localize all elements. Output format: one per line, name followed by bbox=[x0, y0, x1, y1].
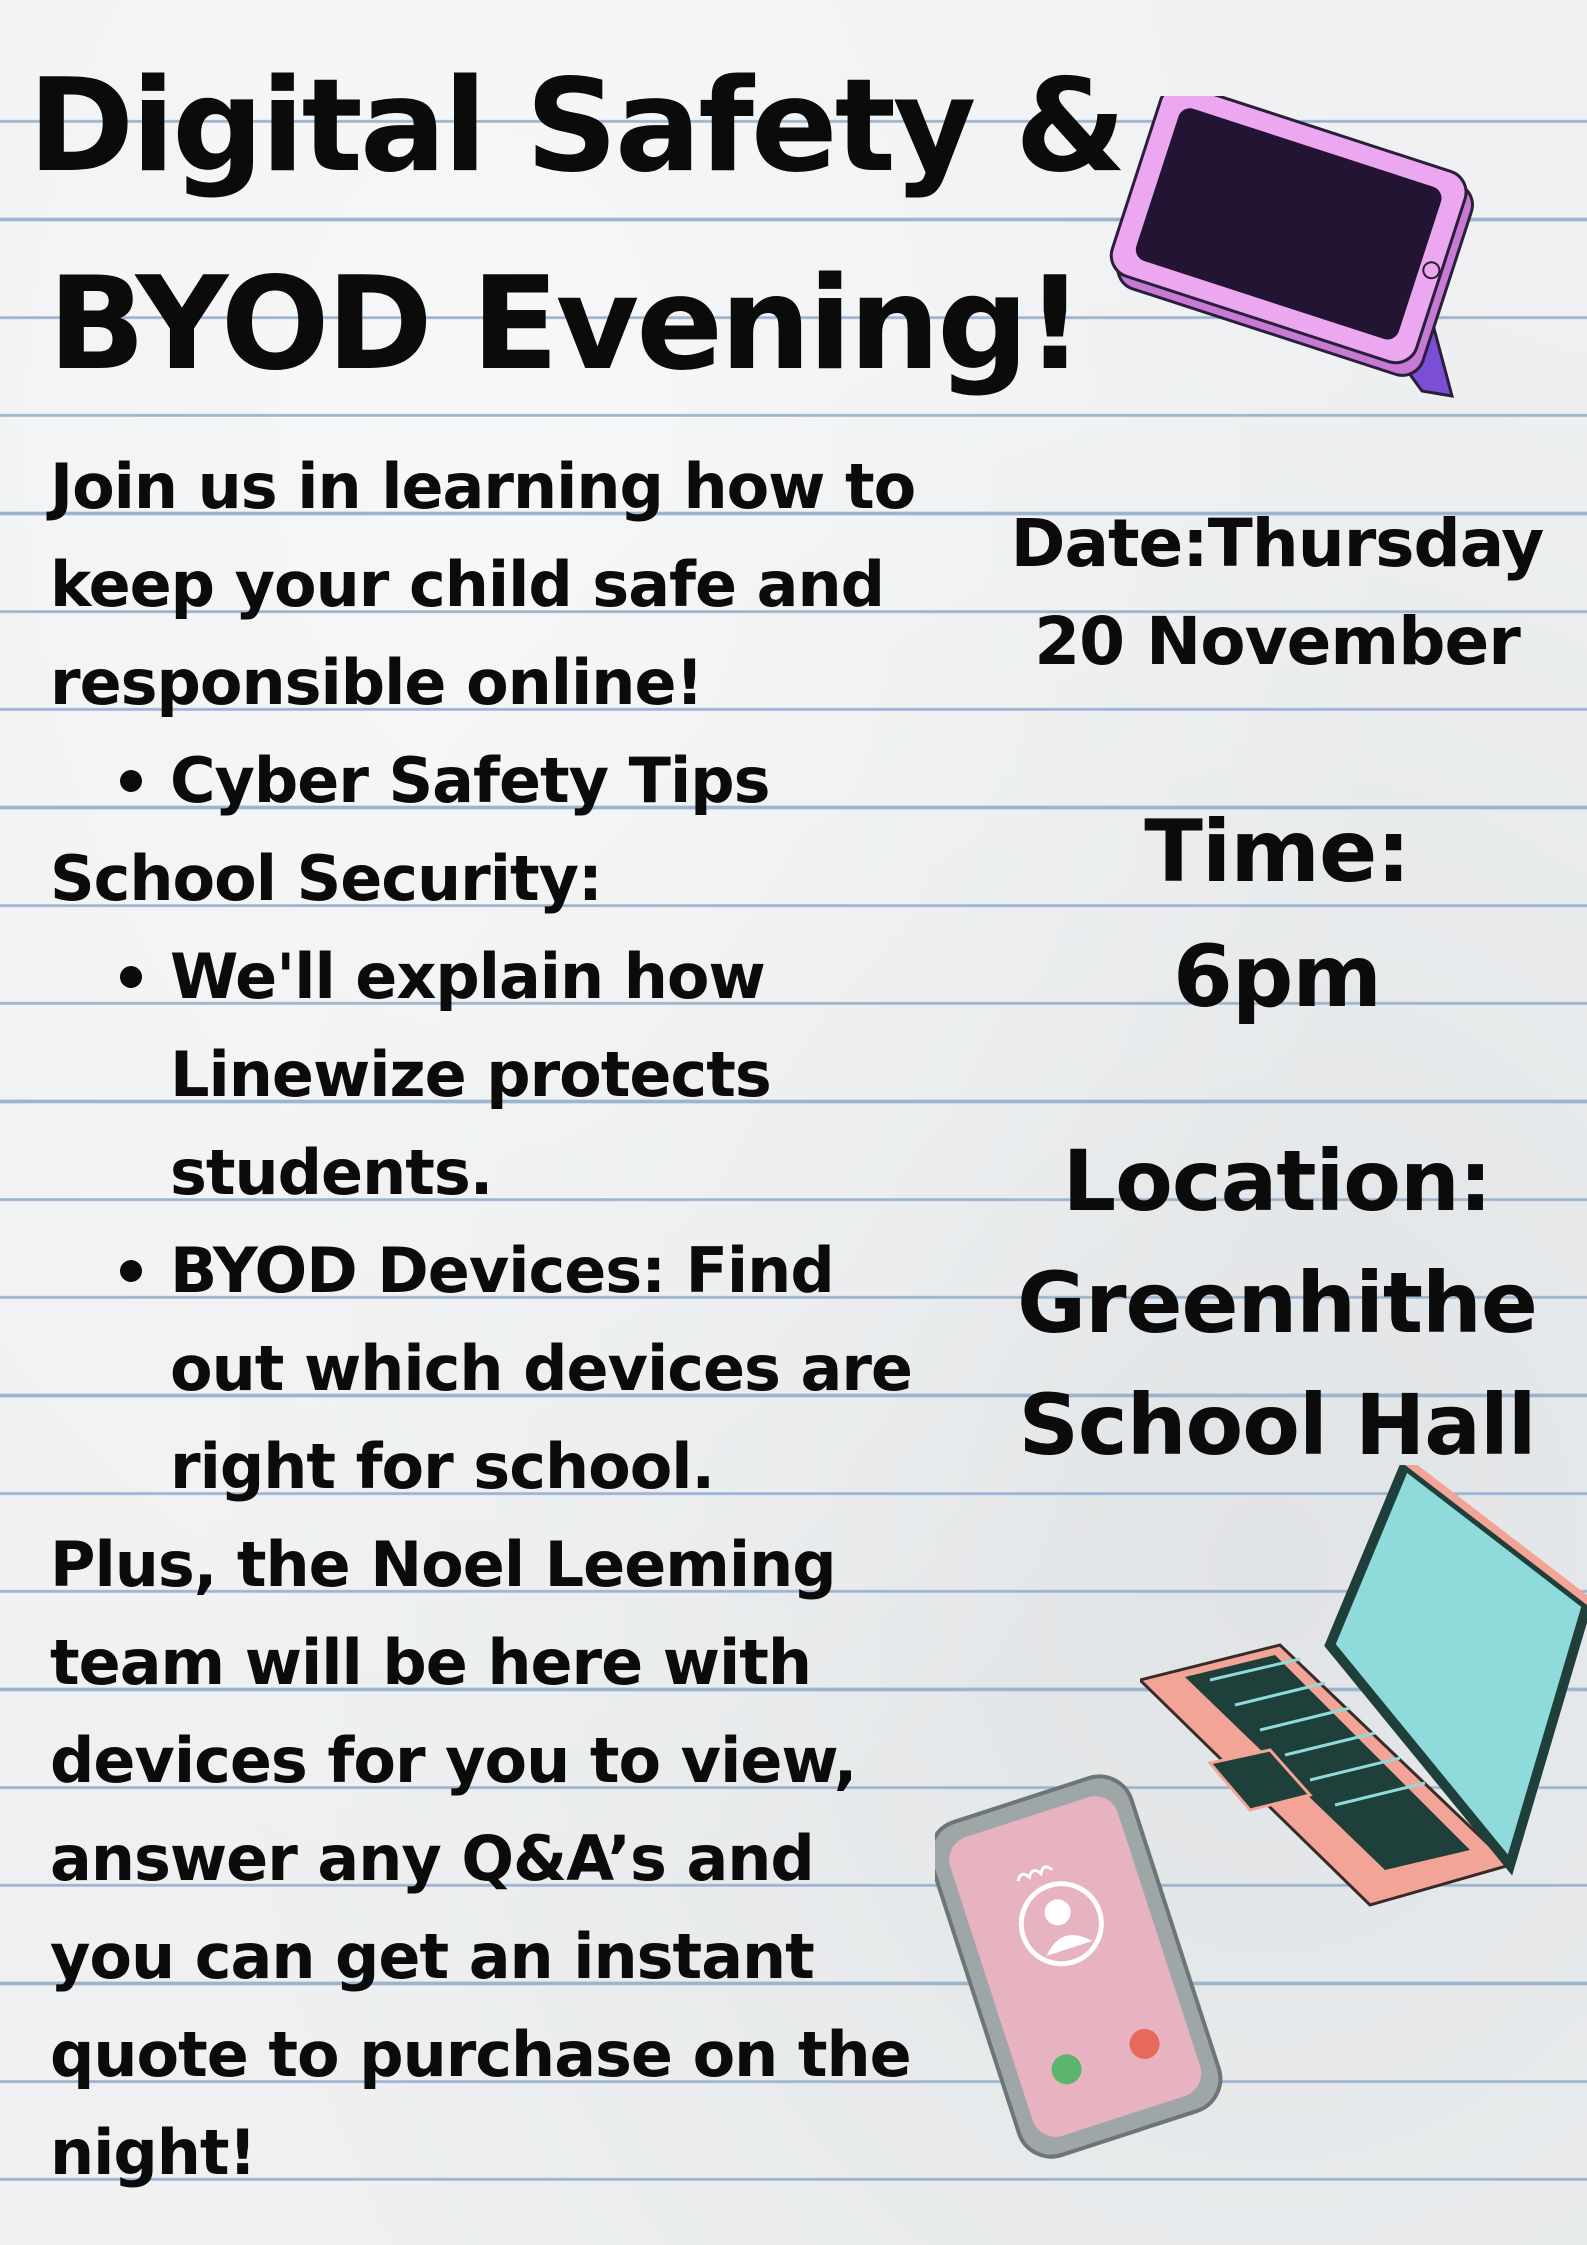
closing-text: Plus, the Noel Leeming team will be here with devices for you to view, answer any Q&A’s and you can get an instant quote to purchase on the night! bbox=[50, 1528, 911, 2189]
title-line-1: Digital Safety & bbox=[28, 52, 1124, 201]
location-label: Location: bbox=[1062, 1132, 1492, 1230]
tablet-icon bbox=[1092, 96, 1512, 406]
event-location bbox=[967, 1120, 1587, 1486]
page-title bbox=[28, 28, 1124, 424]
date-label: Date:Thursday bbox=[1010, 505, 1544, 582]
list-item: We'll explain how Linewize protects students. bbox=[50, 928, 950, 1222]
location-line-2: School Hall bbox=[1018, 1376, 1536, 1474]
event-date bbox=[967, 495, 1587, 691]
list-item: BYOD Devices: Find out which devices are right for school. bbox=[50, 1222, 950, 1516]
date-value: 20 November bbox=[1034, 603, 1520, 680]
event-time bbox=[967, 790, 1587, 1040]
list-item: Cyber Safety Tips bbox=[50, 732, 950, 830]
time-value: 6pm bbox=[1172, 927, 1381, 1027]
section-heading: School Security: bbox=[50, 842, 602, 915]
time-label: Time: bbox=[1144, 802, 1410, 902]
top-bullet-list bbox=[50, 732, 950, 830]
security-bullet-list bbox=[50, 928, 950, 1516]
event-description bbox=[50, 438, 950, 2202]
phone-icon bbox=[935, 1770, 1225, 2160]
location-line-1: Greenhithe bbox=[1017, 1254, 1537, 1352]
title-line-2: BYOD Evening! bbox=[48, 250, 1082, 399]
intro-text: Join us in learning how to keep your child safe and responsible online! bbox=[50, 450, 916, 719]
